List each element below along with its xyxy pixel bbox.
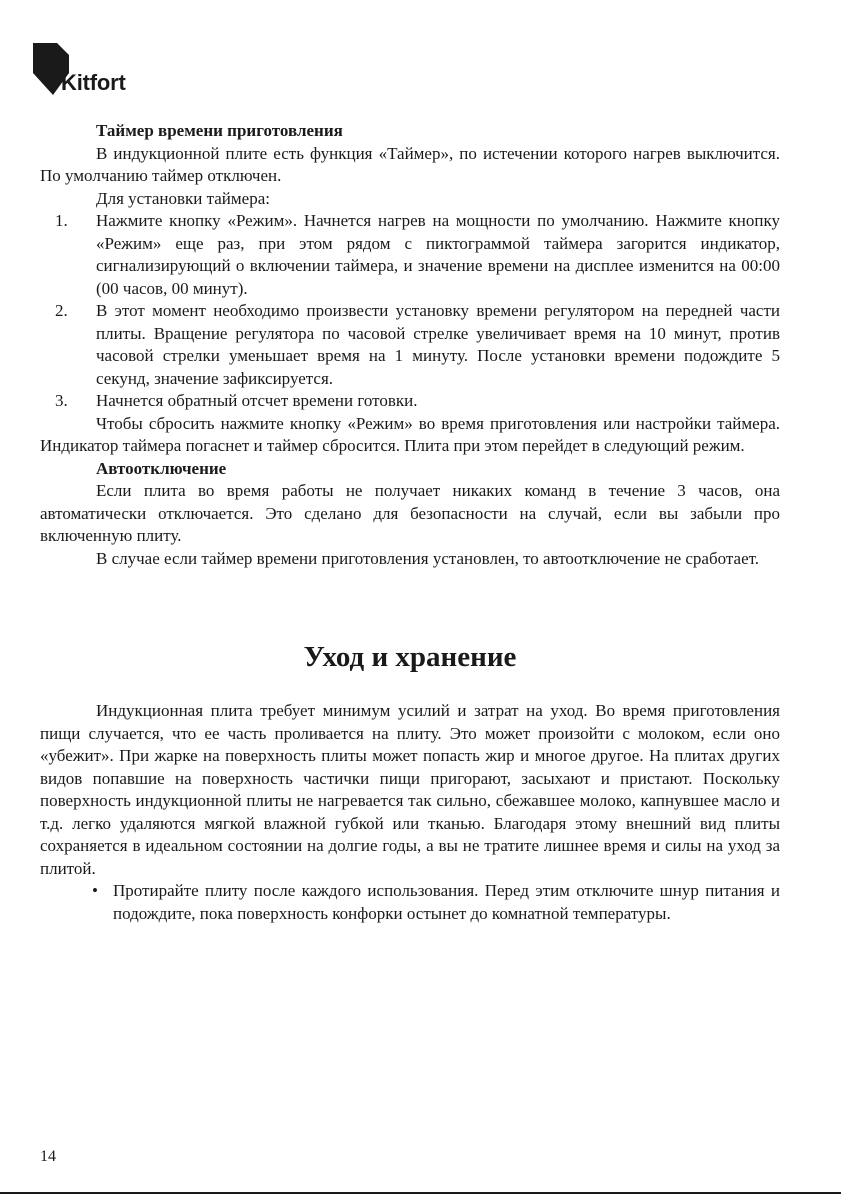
brand-name: Kitfort bbox=[61, 70, 126, 95]
step-number: 3. bbox=[55, 391, 68, 410]
care-bullet-list bbox=[40, 880, 780, 925]
list-item bbox=[40, 210, 780, 300]
timer-steps-list bbox=[40, 210, 780, 413]
step-number: 2. bbox=[55, 301, 68, 320]
step-text: Нажмите кнопку «Режим». Начнется нагрев на мощности по умолчанию. Нажмите кнопку «Режим» еще раз, при этом рядом с пиктограммой таймера загорится индикатор, сигнализирующий о включении таймера, и значение времени на дисплее изменится на 00:00 (00 часов, 00 минут). bbox=[96, 211, 780, 298]
autooff-paragraph-2: В случае если таймер времени приготовления установлен, то автоотключение не сработает. bbox=[96, 548, 760, 568]
chapter-title: Уход и хранение bbox=[303, 641, 517, 673]
step-number: 1. bbox=[55, 211, 68, 230]
care-paragraph: Индукционная плита требует минимум усилий и затрат на уход. Во время приготовления пищи случается, что ее часть проливается на плиту. Это может произойти с молоком, если оно «убежит». При жарке на поверхность плиты может попасть жир и многое другое. На плитах других видов попавшие на поверхность частички пищи пригорают, засыхают и пристают. Поскольку поверхность индукционной плиты не нагревается так сильно, сбежавшее молоко, капнувшее масло и т.д. легко удаляются мягкой влажной губкой или тканью. Благодаря этому внешний вид плиты сохраняется в идеальном состоянии на долгие годы, а вы не тратите лишнее время и силы на уход за плитой. bbox=[40, 701, 780, 878]
page-content bbox=[40, 120, 780, 925]
page-number: 14 bbox=[40, 1148, 56, 1165]
autooff-paragraph-1: Если плита во время работы не получает никаких команд в течение 3 часов, она автоматически отключается. Это сделано для безопасности на случай, если вы забыли про включенную плиту. bbox=[40, 481, 780, 545]
list-item bbox=[40, 300, 780, 390]
step-text: В этот момент необходимо произвести установку времени регулятором на передней части плиты. Вращение регулятора по часовой стрелке увеличивает время на 10 минут, против часовой стрелки уменьшает время на 1 минуту. После установки времени подождите 5 секунд, значение зафиксируется. bbox=[96, 301, 780, 388]
step-text: Начнется обратный отсчет времени готовки. bbox=[96, 391, 418, 410]
brand-logo bbox=[33, 43, 153, 103]
bullet-text: Протирайте плиту после каждого использования. Перед этим отключите шнур питания и подождите, пока поверхность конфорки остынет до комнатной температуры. bbox=[113, 881, 780, 923]
bullet-mark: • bbox=[92, 881, 98, 900]
timer-intro: В индукционной плите есть функция «Таймер», по истечении которого нагрев выключится. По умолчанию таймер отключен. bbox=[40, 143, 780, 185]
timer-heading: Таймер времени приготовления bbox=[96, 121, 343, 140]
list-item bbox=[40, 390, 780, 413]
timer-setup-label: Для установки таймера: bbox=[96, 188, 270, 208]
timer-reset-paragraph: Чтобы сбросить нажмите кнопку «Режим» во время приготовления или настройки таймера. Индикатор таймера погаснет и таймер сбросится. Плита при этом перейдет в следующий режим. bbox=[40, 413, 780, 455]
autooff-heading: Автоотключение bbox=[96, 458, 227, 478]
list-item bbox=[40, 880, 780, 925]
